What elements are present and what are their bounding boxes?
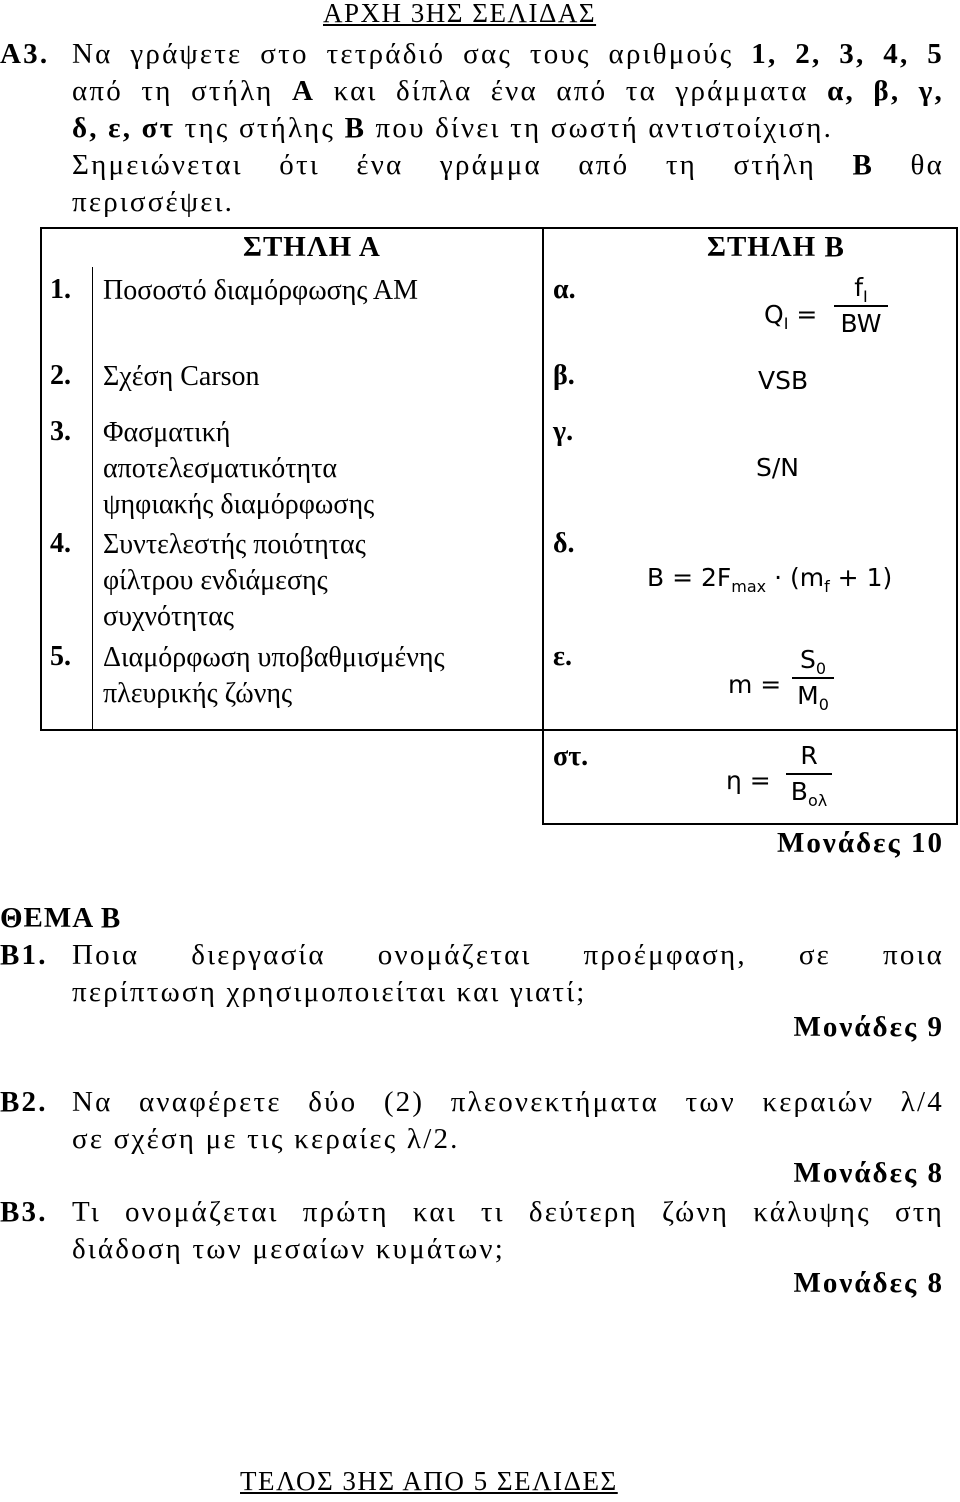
question-b1-line-2: περίπτωση χρησιμοποιείται και γιατί; bbox=[72, 976, 587, 1008]
page-header: ΑΡΧΗ 3ΗΣ ΣΕΛΙΔΑΣ bbox=[323, 0, 597, 28]
question-label-b3: Β3. bbox=[0, 1196, 48, 1228]
column-a-item-4-line-3: συχνότητας bbox=[103, 601, 234, 632]
option-letter-st: στ. bbox=[553, 741, 589, 772]
column-a-item-1: Ποσοστό διαμόρφωσης ΑΜ bbox=[103, 275, 419, 306]
question-a3-line-2: από τη στήλη Α και δίπλα ένα από τα γράμματα α, β, γ, bbox=[72, 75, 944, 107]
formula-epsilon-fraction: $S_0$ $M_0$ bbox=[792, 645, 834, 711]
question-b1-line-1: Ποια διεργασία ονομάζεται προέμφαση, σε ποια bbox=[72, 939, 944, 971]
formula-st-lhs: η = bbox=[726, 766, 771, 795]
formula-epsilon-lhs: m = bbox=[728, 670, 782, 699]
column-a-item-5-line-2: πλευρικής ζώνης bbox=[103, 678, 293, 709]
column-a-item-3-line-1: Φασματική bbox=[103, 417, 231, 448]
option-letter-e: ε. bbox=[553, 641, 572, 672]
question-label-a3: Α3. bbox=[0, 38, 50, 70]
item-number: 5. bbox=[50, 641, 71, 672]
question-label-b1: Β1. bbox=[0, 939, 48, 971]
column-b-header: ΣΤΗΛΗ Β bbox=[707, 231, 845, 263]
option-letter-b: β. bbox=[553, 360, 575, 391]
a3-points: Μονάδες 10 bbox=[777, 827, 944, 859]
formula-beta: VSB bbox=[758, 366, 809, 395]
column-a-item-3-line-3: ψηφιακής διαμόρφωσης bbox=[103, 489, 375, 520]
column-a-item-5-line-1: Διαμόρφωση υποβαθμισμένης bbox=[103, 642, 445, 673]
item-number: 1. bbox=[50, 274, 71, 305]
formula-st-fraction: R $B_{o\lambda}$ bbox=[786, 741, 832, 807]
formula-delta: $B = 2F_{max} \cdot (m_f + 1)$ bbox=[647, 563, 893, 596]
b1-points: Μονάδες 9 bbox=[793, 1011, 944, 1043]
question-b2-line-2: σε σχέση με τις κεραίες λ/2. bbox=[72, 1123, 460, 1155]
question-a3-line-1: Να γράψετε στο τετράδιό σας τους αριθμούς 1, 2, 3, 4, 5 bbox=[72, 38, 945, 70]
b2-points: Μονάδες 8 bbox=[793, 1157, 944, 1189]
question-label-b2: Β2. bbox=[0, 1086, 48, 1118]
question-a3-line-3: δ, ε, στ της στήλης Β που δίνει τη σωστή αντιστοίχιση. bbox=[72, 112, 834, 144]
question-b2-line-1: Να αναφέρετε δύο (2) πλεονεκτήματα των κεραιών λ/4 bbox=[72, 1086, 944, 1118]
question-b3-line-2: διάδοση των μεσαίων κυμάτων; bbox=[72, 1233, 506, 1265]
column-a-item-4-line-1: Συντελεστής ποιότητας bbox=[103, 529, 366, 560]
b3-points: Μονάδες 8 bbox=[793, 1267, 944, 1299]
column-a-item-2: Σχέση Carson bbox=[103, 361, 260, 392]
formula-gamma: S/N bbox=[756, 453, 799, 482]
option-letter-c: γ. bbox=[553, 416, 574, 447]
question-a3-line-4: Σημειώνεται ότι ένα γράμμα από τη στήλη Β θα bbox=[72, 149, 944, 181]
column-a-item-4-line-2: φίλτρου ενδιάμεσης bbox=[103, 565, 328, 596]
option-letter-d: δ. bbox=[553, 528, 575, 559]
column-a-item-3-line-2: αποτελεσματικότητα bbox=[103, 453, 338, 484]
formula-alpha-fraction: $f_I$ BW bbox=[834, 273, 888, 339]
section-title-theme-b: ΘΕΜΑ Β bbox=[0, 902, 122, 934]
item-number: 3. bbox=[50, 416, 71, 447]
formula-alpha-lhs: $Q_I$ = bbox=[764, 300, 818, 333]
column-a-header: ΣΤΗΛΗ Α bbox=[243, 231, 381, 263]
page-footer: ΤΕΛΟΣ 3ΗΣ ΑΠΟ 5 ΣΕΛΙΔΕΣ bbox=[240, 1466, 618, 1496]
option-letter-a: α. bbox=[553, 274, 576, 305]
question-b3-line-1: Τι ονομάζεται πρώτη και τι δεύτερη ζώνη κάλυψης στη bbox=[72, 1196, 944, 1228]
question-a3-line-5: περισσέψει. bbox=[72, 186, 235, 218]
item-number: 4. bbox=[50, 528, 71, 559]
item-number: 2. bbox=[50, 360, 71, 391]
matching-table bbox=[40, 227, 958, 823]
